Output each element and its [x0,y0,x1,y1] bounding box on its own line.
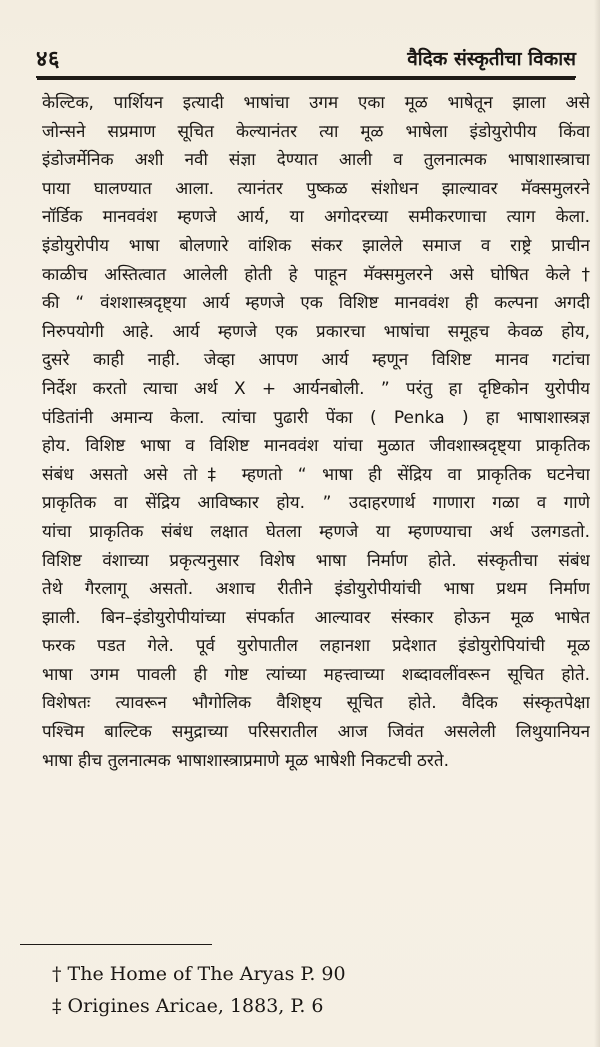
text-line: इंडोयुरोपीय भाषा बोलणारे वांशिक संकर झालेले समाज व राष्ट्रे प्राचीन [42,235,590,256]
text-line: काळीच अस्तित्वात आलेली होती हे पाहून मॅक्समुलरने असे घोषित केले† [42,264,590,285]
text-line: भाषा उगम पावली ही गोष्ट त्यांच्या महत्त्वाच्या शब्दावलींवरून सूचित होते. [42,664,590,685]
footnotes [52,958,552,1022]
text-line: पंडितांनी अमान्य केला. त्यांचा पुढारी पेंका ( Penka ) हा भाषाशास्त्रज्ञ [42,407,590,428]
footnote-divider [20,944,212,945]
text-line: इंडोजर्मेनिक अशी नवी संज्ञा देण्यात आली व तुलनात्मक भाषाशास्त्राचा [42,150,590,171]
text-line: पश्चिम बाल्टिक समुद्राच्या परिसरातील आज जिवंत असलेली लिथुयानियन [42,722,590,743]
footnote-double-dagger: ‡ Origines Aricae, 1883, P. 6 [52,995,324,1017]
text-line: फरक पडत गेले. पूर्व युरोपातील लहानशा प्रदेशात इंडोयुरोपियांची मूळ [42,636,590,657]
running-title: वैदिक संस्कृतीचा विकास [407,48,576,70]
text-line: पाया घालण्यात आला. त्यानंतर पुष्कळ संशोधन झाल्यावर मॅक्समुलरने [42,178,590,199]
text-line: भाषा हीच तुलनात्मक भाषाशास्त्राप्रमाणे मूळ भाषेशी निकटची ठरते. [42,750,449,771]
text-line: होय. विशिष्ट भाषा व विशिष्ट मानववंश यांचा मुळात जीवशास्त्रदृष्ट्या प्राकृतिक [42,436,590,457]
text-line: केल्टिक, पार्शियन इत्यादी भाषांचा उगम एका मूळ भाषेतून झाला असे [42,93,590,113]
text-line: विशिष्ट वंशाच्या प्रकृत्यनुसार विशेष भाषा निर्माण होते. संस्कृतीचा संबंध [42,550,590,571]
text-line: जोन्सने सप्रमाण सूचित केल्यानंतर त्या मूळ भाषेला इंडोयुरोपीय किंवा [42,121,590,142]
text-line: झाली. बिन–इंडोयुरोपीयांच्या संपर्कात आल्यावर संस्कार होऊन मूळ भाषेत [42,607,590,628]
text-line: यांचा प्राकृतिक संबंध लक्षात घेतला म्हणजे या म्हणण्याचा अर्थ उलगडतो. [42,521,590,542]
footnote-dagger: † The Home of The Aryas P. 90 [52,963,346,985]
text-line: संबंध असतो असे तो‡ म्हणतो “ भाषा ही सेंद्रिय वा प्राकृतिक घटनेचा [42,464,590,485]
text-line: तेथे गैरलागू असतो. अशाच रीतीने इंडोयुरोपीयांची भाषा प्रथम निर्माण [42,579,590,600]
page-number: ४६ [36,47,60,72]
body-paragraph [42,89,590,775]
text-line: विशेषतः त्यावरून भौगोलिक वैशिष्ट्य सूचित होते. वैदिक संस्कृतपेक्षा [42,693,590,714]
text-line: निर्देश करतो त्याचा अर्थ X + आर्यनबोली. ” परंतु हा दृष्टिकोन युरोपीय [42,378,590,399]
text-line: निरुपयोगी आहे. आर्य म्हणजे एक प्रकारचा भाषांचा समूहच केवळ होय, [42,321,590,342]
text-line: की “ वंशशास्त्रदृष्ट्या आर्य म्हणजे एक विशिष्ट मानववंश ही कल्पना अगदी [42,293,590,314]
text-line: नॉर्डिक मानववंश म्हणजे आर्य, या अगोदरच्या समीकरणाचा त्याग केला. [42,207,590,228]
text-line: प्राकृतिक वा सेंद्रिय आविष्कार होय. ” उदाहरणार्थ गाणारा गळा व गाणे [42,493,590,514]
page-header [36,40,576,78]
text-line: दुसरे काही नाही. जेव्हा आपण आर्य म्हणून विशिष्ट मानव गटांचा [42,350,590,371]
page-edge-shadow [594,0,600,1047]
